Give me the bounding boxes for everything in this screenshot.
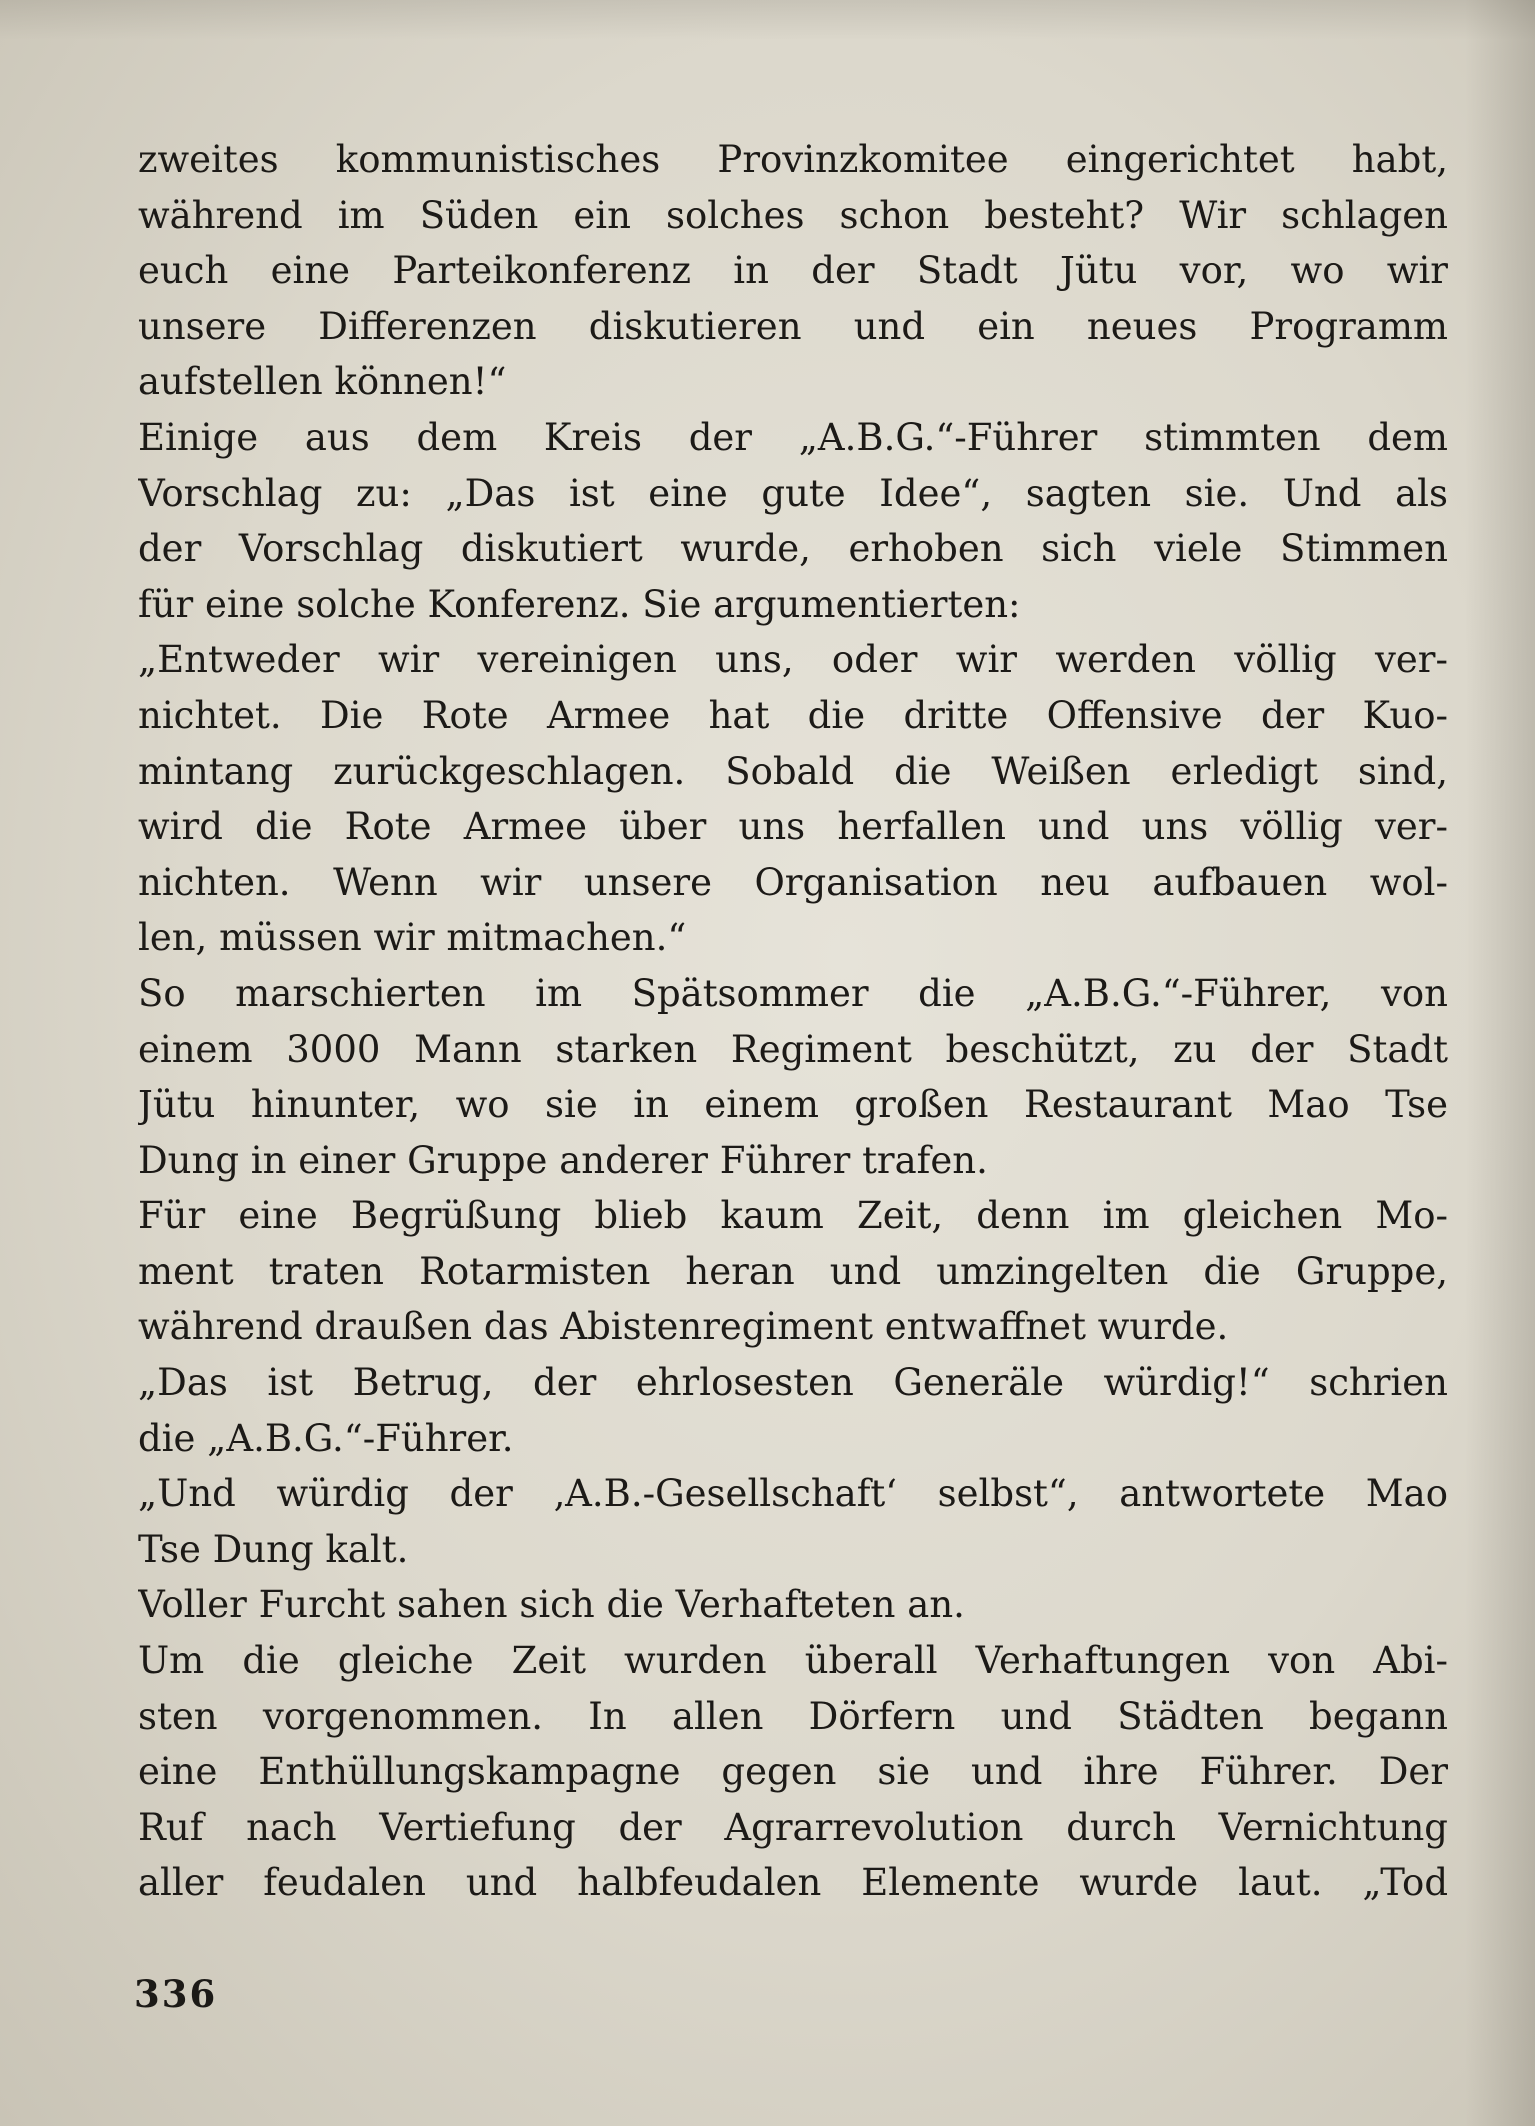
- text-line-19: Dung in einer Gruppe anderer Führer trafen.: [138, 1138, 988, 1182]
- text-line-11: nichtet. Die Rote Armee hat die dritte Offensive der Kuo-: [138, 693, 1448, 737]
- text-line-23: „Das ist Betrug, der ehrlosesten Generäle würdig!“ schrien: [138, 1361, 1448, 1405]
- text-line-10: „Entweder wir vereinigen uns, oder wir werden völlig ver-: [138, 638, 1448, 682]
- text-line-24: die „A.B.G.“-Führer.: [138, 1416, 514, 1460]
- text-line-18: Jütu hinunter, wo sie in einem großen Restaurant Mao Tse: [138, 1083, 1448, 1127]
- text-line-22: während draußen das Abistenregiment entwaffnet wurde.: [138, 1305, 1229, 1349]
- text-line-30: eine Enthüllungskampagne gegen sie und ihre Führer. Der: [138, 1750, 1448, 1794]
- text-line-1: zweites kommunistisches Provinzkomitee eingerichtet habt,: [138, 138, 1448, 181]
- text-line-7: Vorschlag zu: „Das ist eine gute Idee“, sagten sie. Und als: [138, 471, 1448, 515]
- text-line-17: einem 3000 Mann starken Regiment beschützt, zu der Stadt: [138, 1027, 1448, 1071]
- page-edge-shadow: [1465, 0, 1535, 2126]
- text-line-13: wird die Rote Armee über uns herfallen und uns völlig ver-: [138, 805, 1448, 849]
- text-line-21: ment traten Rotarmisten heran und umzingelten die Gruppe,: [138, 1249, 1448, 1293]
- text-line-5: aufstellen können!“: [138, 360, 507, 404]
- text-line-27: Voller Furcht sahen sich die Verhafteten an.: [138, 1583, 965, 1627]
- text-line-15: len, müssen wir mitmachen.“: [138, 916, 687, 960]
- text-line-4: unsere Differenzen diskutieren und ein neues Programm: [138, 304, 1448, 348]
- text-line-8: der Vorschlag diskutiert wurde, erhoben sich viele Stimmen: [138, 527, 1448, 571]
- text-line-29: sten vorgenommen. In allen Dörfern und Städten begann: [138, 1694, 1448, 1738]
- text-line-16: So marschierten im Spätsommer die „A.B.G.“-Führer, von: [138, 971, 1448, 1015]
- text-line-9: für eine solche Konferenz. Sie argumentierten:: [138, 582, 1021, 626]
- text-line-20: Für eine Begrüßung blieb kaum Zeit, denn im gleichen Mo-: [138, 1194, 1448, 1238]
- text-line-14: nichten. Wenn wir unsere Organisation neu aufbauen wol-: [138, 860, 1448, 904]
- text-line-2: während im Süden ein solches schon besteht? Wir schlagen: [138, 193, 1448, 237]
- text-line-12: mintang zurückgeschlagen. Sobald die Weißen erledigt sind,: [138, 749, 1448, 793]
- text-line-31: Ruf nach Vertiefung der Agrarrevolution durch Vernichtung: [138, 1805, 1448, 1849]
- text-line-26: Tse Dung kalt.: [138, 1527, 409, 1571]
- body-text: [138, 132, 1448, 1911]
- text-line-28: Um die gleiche Zeit wurden überall Verhaftungen von Abi-: [138, 1639, 1448, 1683]
- page-number: 336: [134, 1972, 218, 2016]
- text-line-6: Einige aus dem Kreis der „A.B.G.“-Führer stimmten dem: [138, 415, 1448, 459]
- text-line-25: „Und würdig der ‚A.B.-Gesellschaft‘ selbst“, antwortete Mao: [138, 1472, 1448, 1516]
- text-line-3: euch eine Parteikonferenz in der Stadt Jütu vor, wo wir: [138, 249, 1448, 293]
- page-top-shadow: [0, 0, 1535, 40]
- text-line-32: aller feudalen und halbfeudalen Elemente wurde laut. „Tod: [138, 1861, 1448, 1905]
